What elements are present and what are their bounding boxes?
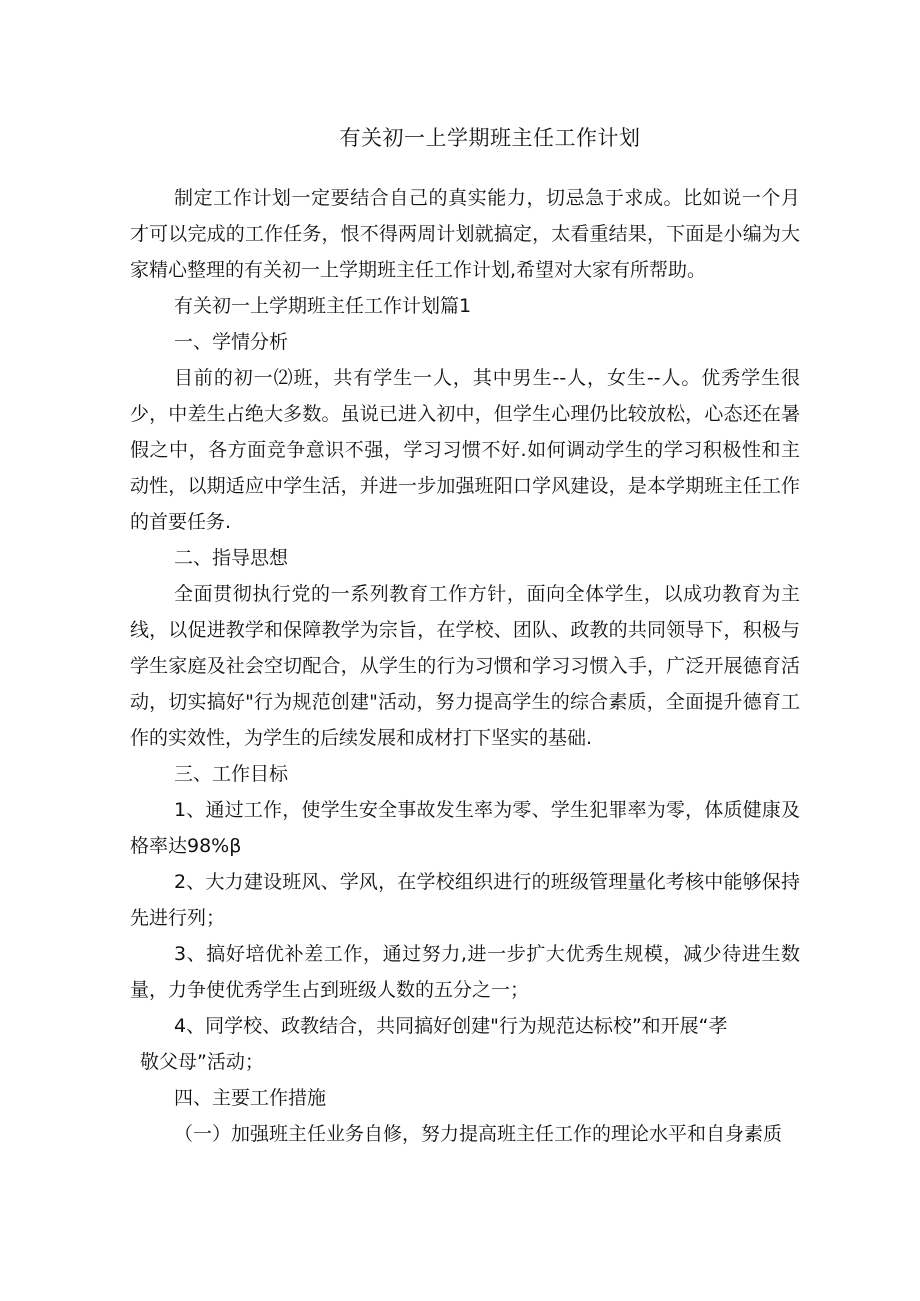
goal-item-3: 3、搞好培优补差工作，通过努力,进一步扩大优秀生规模，减少待进生数量，力争使优秀学生占到班级人数的五分之一； bbox=[130, 943, 800, 1001]
paragraph-guiding-ideology: 全面贯彻执行党的一系列教育工作方针，面向全体学生，以成功教育为主线，以促进教学和保障教学为宗旨，在学校、团队、政教的共同领导下，积极与学生家庭及社会空切配合，从学生的行为习惯和学习习惯入手，广泛开展德育活动，切实搞好"行为规范创建"活动，努力提高学生的综合素质，全面提升德育工作的实效性，为学生的后续发展和成材打下坚实的基础. bbox=[130, 583, 800, 749]
document-title: 有关初一上学期班主任工作计划 bbox=[339, 126, 641, 150]
intro-paragraph: 制定工作计划一定要结合自己的真实能力，切忌急于求成。比如说一个月才可以完成的工作任务，恨不得两周计划就搞定，太看重结果，下面是小编为大家精心整理的有关初一上学期班主任工作计划,希望对大家有所帮助。 bbox=[130, 187, 800, 281]
paragraph-situation-analysis: 目前的初一⑵班，共有学生一人，其中男生--人，女生--人。优秀学生很少，中差生占绝大多数。虽说已进入初中，但学生心理仍比较放松，心态还在暑假之中，各方面竞争意识不强，学习习惯不好.如何调动学生的学习积极性和主动性，以期适应中学生活，并进一步加强班阳口学风建设，是本学期班主任工作的首要任务. bbox=[130, 367, 800, 533]
heading-guiding-ideology: 二、指导思想 bbox=[174, 547, 289, 569]
heading-main-measures: 四、主要工作措施 bbox=[174, 1087, 327, 1109]
measure-item-1: （一）加强班主任业务自修，努力提高班主任工作的理论水平和自身素质 bbox=[174, 1123, 783, 1145]
heading-situation-analysis: 一、学情分析 bbox=[174, 331, 289, 353]
goal-item-4-line2: 敬父母”活动； bbox=[140, 1051, 264, 1073]
section-title: 有关初一上学期班主任工作计划篇1 bbox=[174, 295, 472, 317]
goal-item-2: 2、大力建设班风、学风，在学校组织进行的班级管理量化考核中能够保持先进行列； bbox=[130, 871, 800, 929]
heading-work-goals: 三、工作目标 bbox=[174, 763, 289, 785]
goal-item-4 bbox=[130, 1008, 800, 1080]
goal-item-4-line1: 4、同学校、政教结合，共同搞好创建"行为规范达标校”和开展“孝 bbox=[174, 1015, 728, 1037]
goal-item-1: 1、通过工作，使学生安全事故发生率为零、学生犯罪率为零，体质健康及格率达98%β bbox=[130, 799, 800, 857]
